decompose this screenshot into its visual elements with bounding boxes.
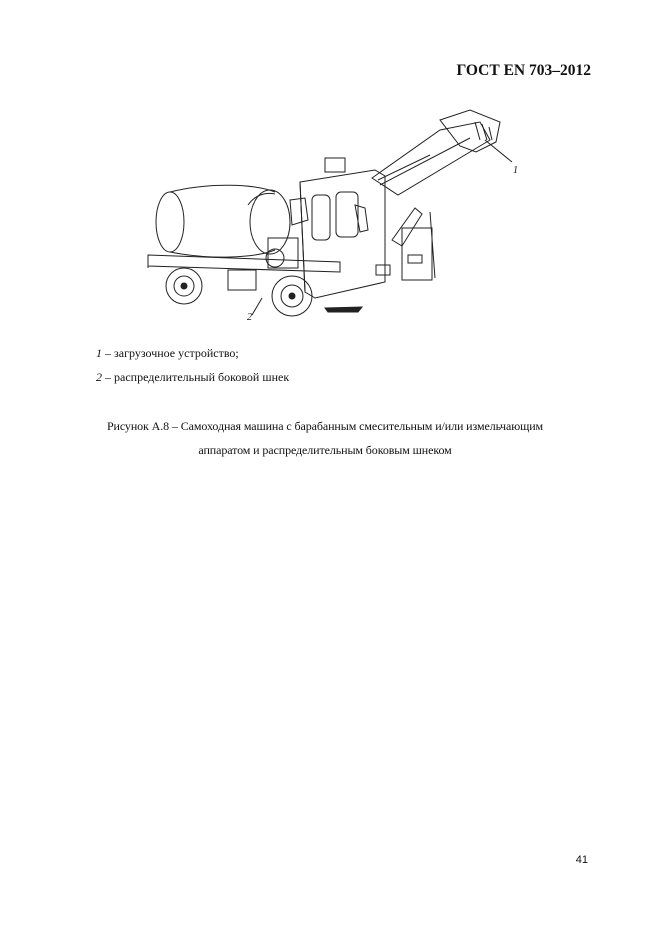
legend-item — [96, 346, 239, 361]
figure-caption-line-2: аппаратом и распределительным боковым шнеком — [198, 443, 452, 457]
legend-number: 2 — [96, 370, 102, 384]
page-number: 41 — [575, 854, 588, 866]
legend-number: 1 — [96, 346, 102, 360]
legend-text: – распределительный боковой шнек — [102, 370, 290, 384]
callout-leader-2 — [252, 298, 262, 315]
cab-window-left — [312, 195, 330, 240]
self-propelled-mixer-drawing — [140, 100, 530, 330]
fuel-tank — [228, 270, 256, 290]
callout-2: 2 — [247, 312, 252, 323]
drum-back-end — [156, 192, 184, 252]
callout-1: 1 — [513, 165, 518, 176]
figure-caption-line-1: Рисунок А.8 – Самоходная машина с барабанным смесительным и/или измельчающим — [106, 419, 544, 433]
cab-window-right — [336, 192, 358, 237]
rear-box — [402, 228, 432, 280]
loader-bucket — [440, 110, 500, 152]
callout-leader-1 — [485, 140, 512, 162]
cab-body — [300, 170, 385, 298]
legend-item — [96, 370, 289, 385]
document-header: ГОСТ EN 703–2012 — [456, 62, 591, 79]
legend-text: – загрузочное устройство; — [102, 346, 239, 360]
drum-front-end — [250, 190, 290, 254]
